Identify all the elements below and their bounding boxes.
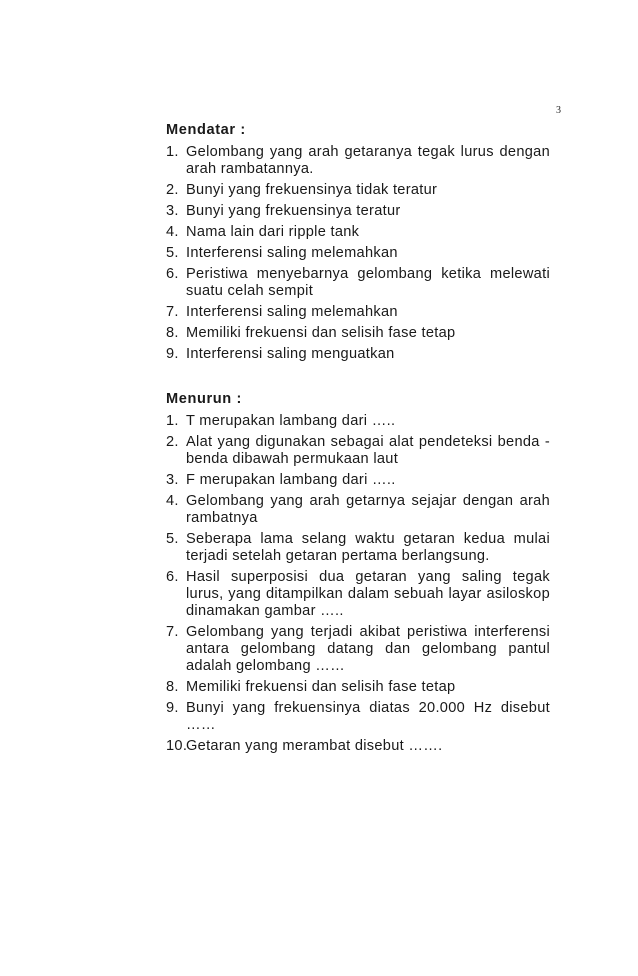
list-item: [166, 679, 550, 696]
item-number: 4.: [166, 493, 179, 509]
item-number: 8.: [166, 325, 179, 341]
menurun-heading: Menurun :: [166, 391, 242, 407]
list-item: [166, 472, 550, 489]
mendatar-list: [166, 144, 550, 363]
item-number: 6.: [166, 569, 179, 585]
item-number: 7.: [166, 624, 179, 640]
list-item: [166, 531, 550, 565]
list-item: [166, 325, 550, 342]
list-item: [166, 413, 550, 430]
item-number: 1.: [166, 413, 179, 429]
clue-text: Bunyi yang frekuensinya diatas 20.000 Hz disebut ……: [186, 700, 550, 733]
list-item: [166, 493, 550, 527]
clue-text: Getaran yang merambat disebut …….: [186, 738, 443, 754]
clue-text: Nama lain dari ripple tank: [186, 224, 360, 240]
clue-text: Bunyi yang frekuensinya tidak teratur: [186, 182, 438, 198]
clue-text: F merupakan lambang dari …..: [186, 472, 396, 488]
clue-text: Interferensi saling menguatkan: [186, 346, 395, 362]
list-item: [166, 700, 550, 734]
list-item: [166, 569, 550, 620]
item-number: 3.: [166, 203, 179, 219]
clue-text: Interferensi saling melemahkan: [186, 304, 398, 320]
clue-text: Memiliki frekuensi dan selisih fase tetap: [186, 679, 456, 695]
list-item: [166, 346, 550, 363]
list-item: [166, 203, 550, 220]
item-number: 3.: [166, 472, 179, 488]
section-spacer: [166, 367, 550, 391]
mendatar-heading: Mendatar :: [166, 122, 246, 138]
item-number: 9.: [166, 346, 179, 362]
list-item: [166, 245, 550, 262]
clue-text: Gelombang yang arah getaranya tegak lurus dengan arah rambatannya.: [186, 144, 550, 177]
page-number: 3: [556, 105, 561, 116]
list-item: [166, 182, 550, 199]
item-number: 1.: [166, 144, 179, 160]
crossword-clues: [166, 122, 550, 759]
item-number: 9.: [166, 700, 179, 716]
item-number: 5.: [166, 245, 179, 261]
clue-text: Interferensi saling melemahkan: [186, 245, 398, 261]
item-number: 7.: [166, 304, 179, 320]
clue-text: Gelombang yang terjadi akibat peristiwa interferensi antara gelombang datang dan gelombang pantul adalah gelombang ……: [186, 624, 550, 674]
item-number: 2.: [166, 182, 179, 198]
clue-text: Bunyi yang frekuensinya teratur: [186, 203, 401, 219]
item-number: 10.: [166, 738, 188, 754]
list-item: [166, 144, 550, 178]
clue-text: T merupakan lambang dari …..: [186, 413, 396, 429]
list-item: [166, 304, 550, 321]
clue-text: Seberapa lama selang waktu getaran kedua mulai terjadi setelah getaran pertama berlangsung.: [186, 531, 550, 564]
list-item: [166, 434, 550, 468]
menurun-list: [166, 413, 550, 755]
list-item: [166, 224, 550, 241]
clue-text: Hasil superposisi dua getaran yang saling tegak lurus, yang ditampilkan dalam sebuah layar asiloskop dinamakan gambar …..: [186, 569, 550, 619]
clue-text: Alat yang digunakan sebagai alat pendeteksi benda - benda dibawah permukaan laut: [186, 434, 550, 467]
list-item: [166, 624, 550, 675]
item-number: 2.: [166, 434, 179, 450]
item-number: 6.: [166, 266, 179, 282]
item-number: 5.: [166, 531, 179, 547]
list-item: [166, 266, 550, 300]
clue-text: Gelombang yang arah getarnya sejajar dengan arah rambatnya: [186, 493, 550, 526]
list-item: [166, 738, 550, 755]
clue-text: Memiliki frekuensi dan selisih fase tetap: [186, 325, 456, 341]
item-number: 4.: [166, 224, 179, 240]
clue-text: Peristiwa menyebarnya gelombang ketika melewati suatu celah sempit: [186, 266, 550, 299]
item-number: 8.: [166, 679, 179, 695]
